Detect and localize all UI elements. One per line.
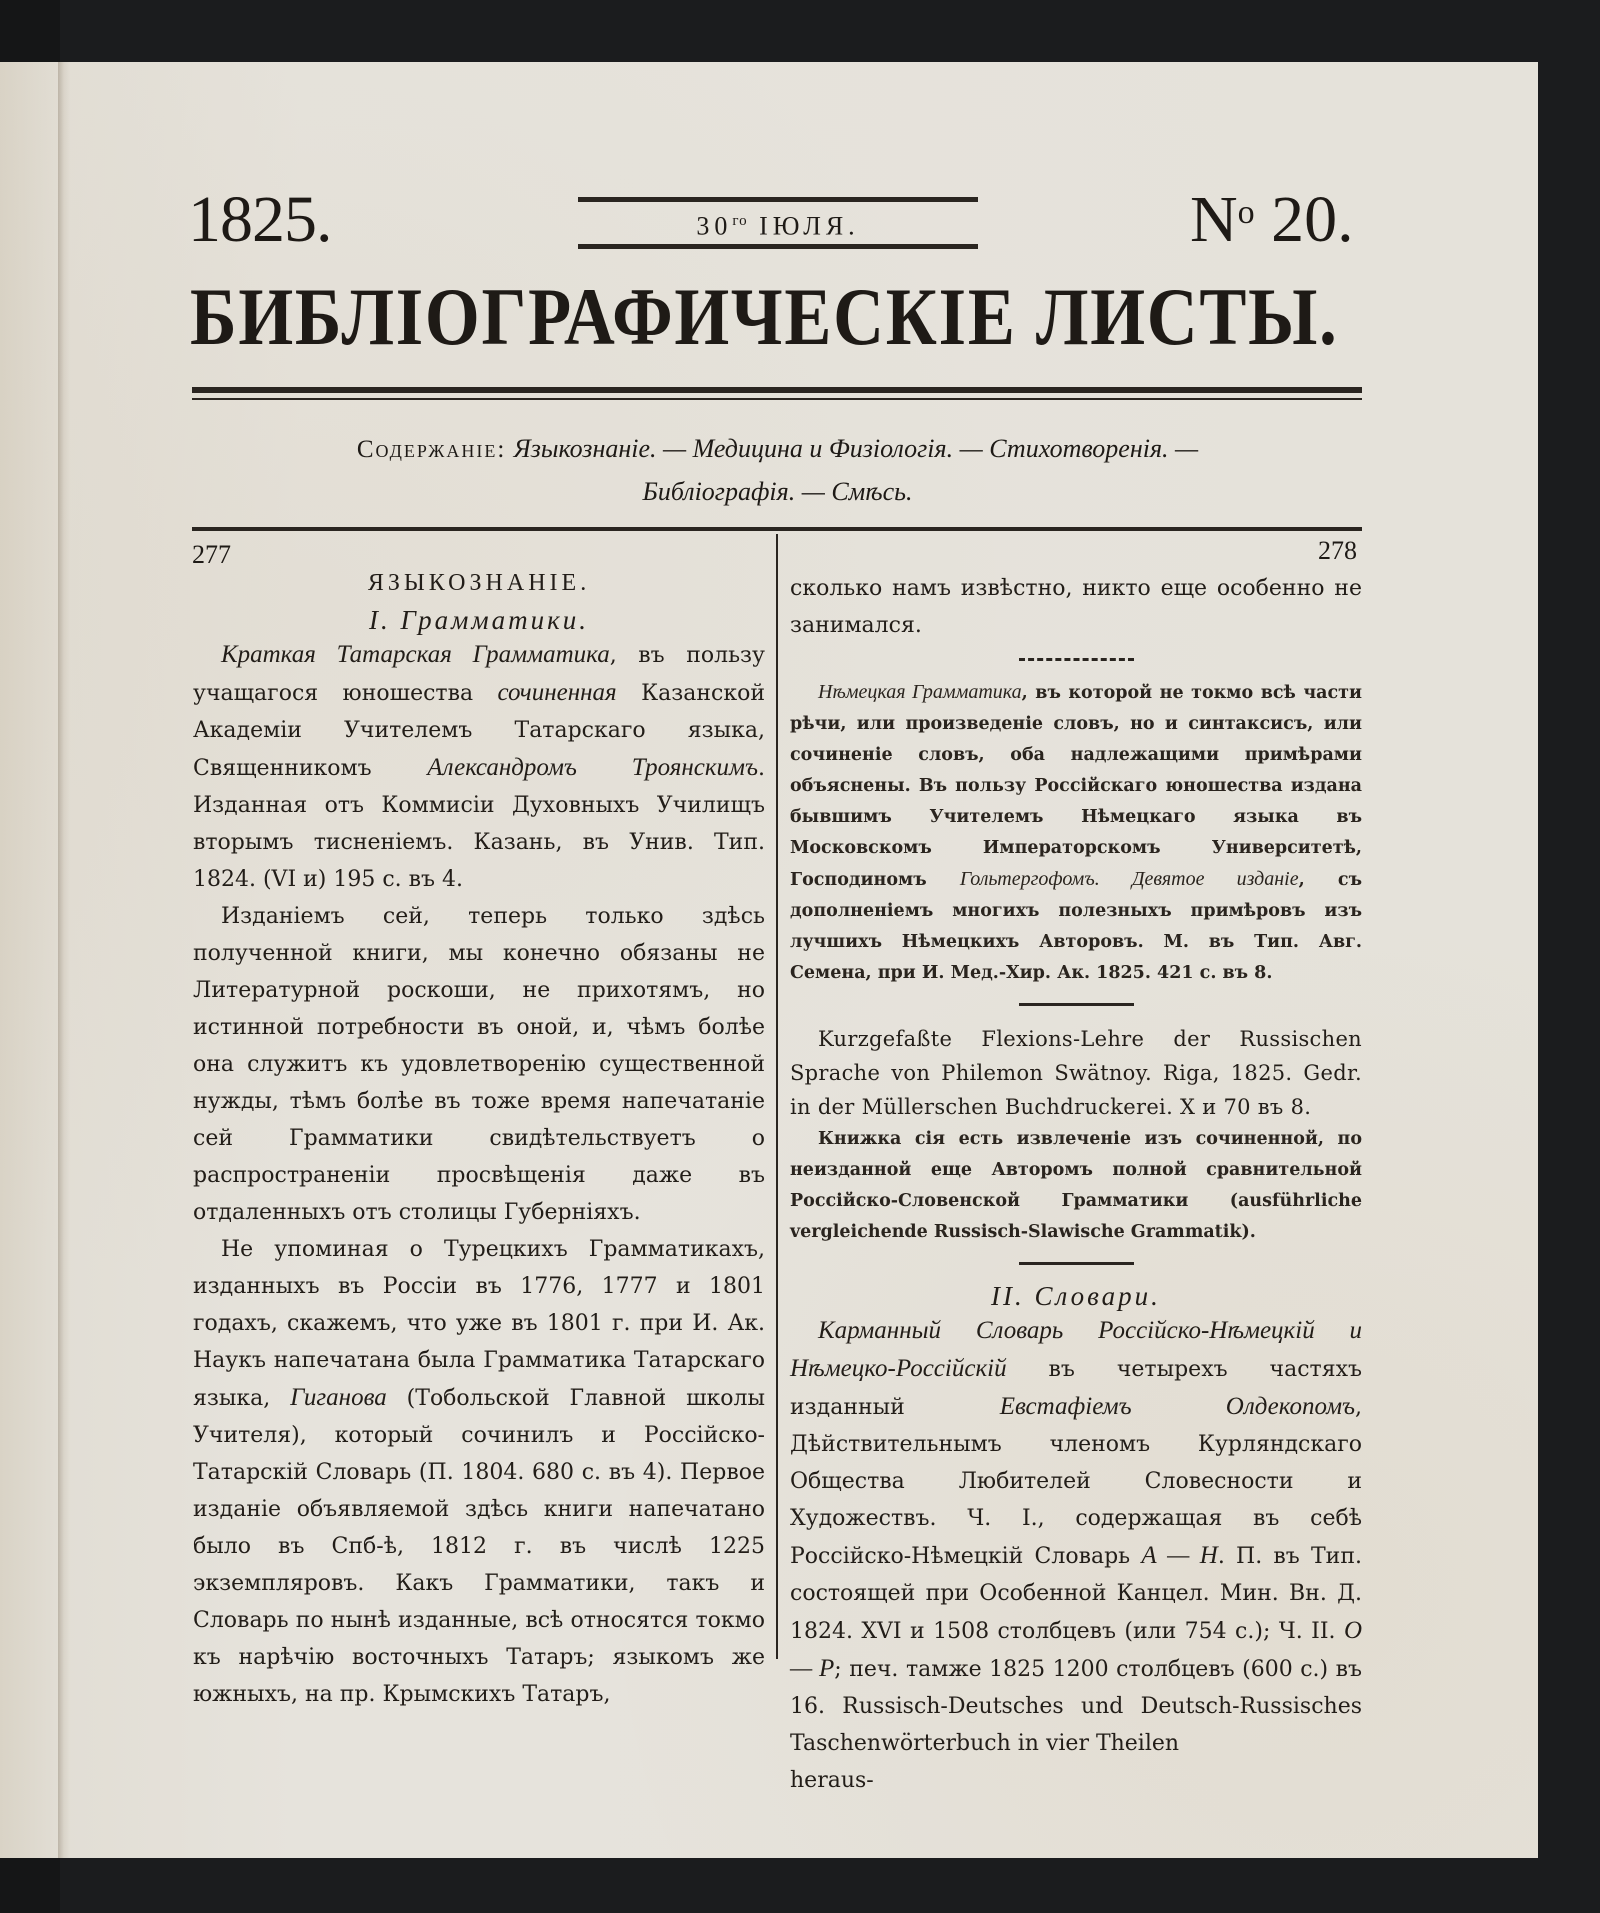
page-fold [58, 62, 70, 1858]
paragraph-review: Изданіемъ сей, теперь только здѣсь полученной книги, мы конечно обязаны не Литературной роскоши, не прихотямъ, но истинной потребности въ оной, и, чѣмъ болѣе она служитъ къ удовлетворенію существенной нужды, тѣмъ болѣе въ тоже время напечатаніе сей Грамматики свидѣтельствуетъ о распространеніи просвѣщенія даже въ отдаленныхъ отъ столицы Губерніяхъ. [193, 904, 765, 1225]
left-column [193, 540, 765, 1713]
entry-pocket-dictionary: Карманный Словарь Россійско-Нѣмецкій и Нѣмецко-Россійскій въ четырехъ частяхъ изданный Евстафіемъ Олдекопомъ, Дѣйствительнымъ членомъ Курляндскаго Общества Любителей Словесности и Художествъ. Ч. I., содержащая въ себѣ Россійско-Нѣмецкій Словарь А — Н. П. въ Тип. состоящей при Особенной Канцел. Мин. Вн. Д. 1824. XVI и 1508 столбцевъ (или 754 с.); Ч. II. О — Р; печ. тамже 1825 1200 столбцевъ (600 с.) въ 16. Russisch-Deutsches und Deutsch-Russisches Taschenwörterbuch in vier Theilen [790, 1317, 1363, 1756]
column-top-rule [192, 527, 1362, 531]
table-of-contents [190, 428, 1365, 513]
page-number-left: 277 [192, 540, 231, 569]
separator [1019, 1003, 1134, 1006]
section-title: ЯЗЫКОЗНАНІЕ. [367, 570, 591, 596]
contents-line-2: Библіографія. — Смѣсь. [642, 477, 913, 506]
header-rule-thin [192, 398, 1362, 400]
paragraph-history: Не упоминая о Турецкихъ Грамматикахъ, изданныхъ въ Россіи въ 1776, 1777 и 1801 годахъ, скажемъ, что уже въ 1801 г. при И. Ак. Наукъ напечатана была Грамматика Татарскаго языка, Гиганова (Тобольской Главной школы Учителя), который сочинилъ и Россійско-Татарскій Словарь (П. 1804. 680 с. въ 4). Первое изданіе объявляемой здѣсь книги напечатано было въ Спб-ѣ, 1812 г. въ числѣ 1225 экземпляровъ. Какъ Грамматики, такъ и Словарь по нынѣ изданные, всѣ относятся токмо къ нарѣчію восточныхъ Татаръ; языкомъ же южныхъ, на пр. Крымскихъ Татаръ, [193, 1237, 765, 1707]
column-divider [776, 534, 778, 1659]
separator [1019, 1262, 1134, 1265]
right-column [790, 540, 1362, 1799]
separator [1019, 658, 1134, 661]
entry-tatar-grammar: Краткая Татарская Грамматика, въ пользу учащагося юношества сочиненная Казанской Академіи Учителемъ Татарскаго языка, Священникомъ Александромъ Троянскимъ. Изданная отъ Коммисіи Духовныхъ Училищъ вторымъ тисненіемъ. Казань, въ Унив. Тип. 1824. (VI и) 195 с. въ 4. [193, 641, 766, 892]
header-rule [192, 387, 1362, 393]
contents-line-1: Языкознаніе. — Медицина и Физіологія. — Стихотворенія. — [513, 434, 1199, 463]
masthead-title: БИБЛІОГРАФИЧЕСКІЕ ЛИСТЫ. [190, 271, 1339, 362]
entry-german-grammar: Нѣмецкая Грамматика, въ которой не токмо всѣ части рѣчи, или произведеніе словъ, но и синтаксисъ, или сочиненіе словъ, оба надлежащими примѣрами объяснены. Въ пользу Россійскаго юношества издана бывшимъ Учителемъ Нѣмецкаго языка въ Московскомъ Императорскомъ Университетѣ, Господиномъ Гольтергофомъ. Девятое изданіе, съ дополненіемъ многихъ полезныхъ примѣровъ изъ лучшихъ Нѣмецкихъ Авторовъ. М. въ Тип. Авг. Семена, при И. Мед.-Хир. Ак. 1825. 421 с. въ 8. [790, 681, 1362, 983]
continuation-text: сколько намъ извѣстно, никто еще особенно не занимался. [790, 576, 1362, 638]
issue-number: $N^o$ 20. [1190, 183, 1354, 256]
page-number-right: 278 [1318, 536, 1357, 565]
catchword: heraus- [790, 1768, 874, 1793]
contents-label: Содержаніе: [356, 436, 507, 463]
issue-date-text: $30^{го}$ ІЮЛЯ. [696, 211, 860, 241]
entry-flexions-lehre: Kurzgefaßte Flexions-Lehre der Russischen Sprache von Philemon Swätnoy. Riga, 1825. Gedr. in der Müllerschen Buchdruckerei. X и 70 въ 8. [790, 1027, 1362, 1119]
year: 1825. [188, 183, 332, 256]
subsection-grammars: I. Грамматики. [369, 605, 589, 635]
entry-flexions-note: Книжка сія есть извлеченіе изъ сочиненной, по неизданной еще Авторомъ полной сравнительной Россійско-Словенской Грамматики (ausführliche vergleichende Russisch-Slawische Grammatik). [790, 1129, 1362, 1242]
issue-date [578, 197, 978, 249]
subsection-dictionaries: II. Словари. [991, 1281, 1161, 1311]
